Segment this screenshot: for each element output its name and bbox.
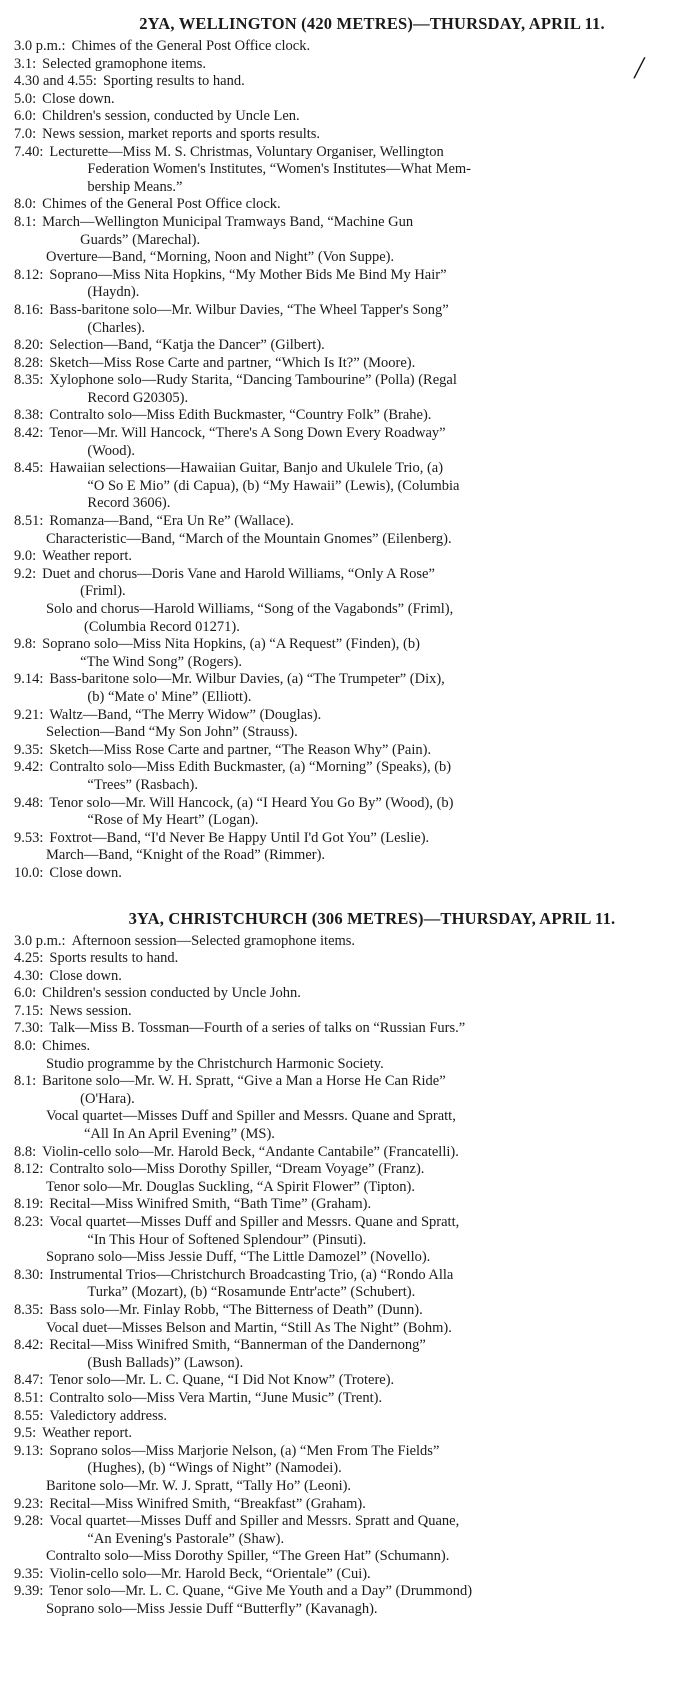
entry-line: Recital—Miss Winifred Smith, “Bath Time” (Graham). bbox=[49, 1196, 372, 1213]
entry-description bbox=[49, 1337, 700, 1372]
ink-mark: ╱ bbox=[634, 58, 645, 79]
entry-line: Close down. bbox=[49, 967, 122, 984]
programme-entry bbox=[14, 1548, 700, 1566]
programme-entry bbox=[14, 1372, 700, 1390]
entry-line: Baritone solo—Mr. W. J. Spratt, “Tally Ho” (Leoni). bbox=[46, 1477, 352, 1494]
entry-description bbox=[49, 1214, 700, 1249]
entry-time: 9.35: bbox=[14, 741, 44, 758]
entry-time: 9.35: bbox=[14, 1565, 44, 1582]
entry-line: Bass solo—Mr. Finlay Robb, “The Bitterness of Death” (Dunn). bbox=[49, 1301, 423, 1318]
entry-line: Duet and chorus—Doris Vane and Harold Williams, “Only A Rose” bbox=[42, 565, 435, 582]
programme-entry bbox=[14, 1496, 700, 1514]
entry-description bbox=[42, 196, 700, 214]
entry-description bbox=[14, 1548, 700, 1566]
entry-line: Soprano solo—Miss Jessie Duff “Butterfly” (Kavanagh). bbox=[46, 1601, 378, 1618]
entry-description bbox=[49, 337, 700, 355]
entry-time: 7.40: bbox=[14, 143, 44, 160]
entry-time: 4.30 and 4.55: bbox=[14, 73, 97, 90]
entry-time: 8.45: bbox=[14, 460, 44, 477]
entry-description bbox=[42, 985, 700, 1003]
entry-continuation-line: (Columbia Record 01271). bbox=[84, 618, 240, 635]
programme-entry bbox=[14, 830, 700, 848]
entry-time: 9.23: bbox=[14, 1495, 44, 1512]
programme-entry bbox=[14, 1249, 700, 1267]
entry-continuation-line: (O'Hara). bbox=[80, 1090, 135, 1107]
entry-description bbox=[42, 108, 700, 126]
entry-line: Children's session conducted by Uncle John. bbox=[42, 985, 301, 1002]
entry-line: Violin-cello solo—Mr. Harold Beck, “Andante Cantabile” (Francatelli). bbox=[42, 1143, 459, 1160]
entry-description bbox=[49, 1003, 700, 1021]
entry-line: Tenor solo—Mr. L. C. Quane, “I Did Not Know” (Trotere). bbox=[49, 1372, 395, 1389]
programme-entry bbox=[14, 707, 700, 725]
entry-line: Tenor solo—Mr. L. C. Quane, “Give Me Youth and a Day” (Drummond) bbox=[49, 1583, 473, 1600]
entry-description bbox=[42, 1144, 700, 1162]
entry-line: Valedictory address. bbox=[49, 1407, 167, 1424]
entry-description bbox=[49, 968, 700, 986]
entry-continuation-line: “Trees” (Rasbach). bbox=[87, 776, 198, 793]
entry-description bbox=[14, 1056, 700, 1074]
entry-continuation-line: Guards” (Marechal). bbox=[80, 231, 201, 248]
entry-time: 4.30: bbox=[14, 967, 44, 984]
programme-entry bbox=[14, 91, 700, 109]
entry-description bbox=[14, 1320, 700, 1338]
programme-entry bbox=[14, 1073, 700, 1108]
entry-description bbox=[49, 513, 700, 531]
programme-entry bbox=[14, 1320, 700, 1338]
entry-line: Contralto solo—Miss Vera Martin, “June Music” (Trent). bbox=[49, 1389, 383, 1406]
entry-description bbox=[49, 1302, 700, 1320]
entry-time: 8.30: bbox=[14, 1266, 44, 1283]
entry-continuation-line: “O So E Mio” (di Capua), (b) “My Hawaii” (Lewis), (Columbia bbox=[87, 477, 460, 494]
entry-line: Hawaiian selections—Hawaiian Guitar, Banjo and Ukulele Trio, (a) bbox=[49, 460, 444, 477]
entry-line: Chimes. bbox=[42, 1038, 91, 1055]
entry-time: 9.28: bbox=[14, 1513, 44, 1530]
entry-line: Lecturette—Miss M. S. Christmas, Voluntary Organiser, Wellington bbox=[49, 143, 444, 160]
entry-line: Soprano solo—Miss Jessie Duff, “The Little Damozel” (Novello). bbox=[46, 1249, 431, 1266]
entry-description bbox=[49, 1496, 700, 1514]
entry-time: 9.53: bbox=[14, 829, 44, 846]
entry-line: Waltz—Band, “The Merry Widow” (Douglas). bbox=[49, 706, 322, 723]
programme-entry bbox=[14, 531, 700, 549]
entry-line: Foxtrot—Band, “I'd Never Be Happy Until I'd Got You” (Leslie). bbox=[49, 829, 430, 846]
programme-entry bbox=[14, 671, 700, 706]
entry-description bbox=[49, 1020, 700, 1038]
entry-line: Tenor solo—Mr. Will Hancock, (a) “I Heard You Go By” (Wood), (b) bbox=[49, 794, 454, 811]
entry-continuation-line: “Rose of My Heart” (Logan). bbox=[87, 812, 259, 829]
entry-line: Recital—Miss Winifred Smith, “Bannerman of the Dandernong” bbox=[49, 1337, 426, 1354]
entry-description bbox=[49, 742, 700, 760]
entry-description bbox=[42, 1073, 700, 1108]
programme-entry bbox=[14, 933, 700, 951]
entry-description bbox=[42, 1038, 700, 1056]
entry-description bbox=[103, 73, 700, 91]
entry-line: Selection—Band “My Son John” (Strauss). bbox=[46, 724, 298, 741]
entry-time: 8.38: bbox=[14, 407, 44, 424]
entry-description bbox=[14, 1108, 700, 1143]
entry-description bbox=[49, 267, 700, 302]
entry-time: 3.0 p.m.: bbox=[14, 932, 66, 949]
entry-continuation-line: Federation Women's Institutes, “Women's Institutes—What Mem- bbox=[87, 161, 471, 178]
christchurch-heading: 3YA, CHRISTCHURCH (306 METRES)—THURSDAY, APRIL 11. bbox=[128, 908, 616, 928]
entry-description bbox=[49, 372, 700, 407]
programme-entry bbox=[14, 1038, 700, 1056]
entry-description bbox=[49, 1513, 700, 1548]
entry-description bbox=[14, 249, 700, 267]
entry-time: 8.20: bbox=[14, 337, 44, 354]
entry-line: Selected gramophone items. bbox=[42, 55, 207, 72]
programme-entry bbox=[14, 126, 700, 144]
entry-line: Contralto solo—Miss Edith Buckmaster, (a) “Morning” (Speaks), (b) bbox=[49, 759, 452, 776]
programme-entry bbox=[14, 1267, 700, 1302]
entry-description bbox=[49, 460, 700, 513]
programme-entry bbox=[14, 355, 700, 373]
entry-description bbox=[49, 1196, 700, 1214]
entry-time: 8.8: bbox=[14, 1143, 37, 1160]
entry-line: Baritone solo—Mr. W. H. Spratt, “Give a Man a Horse He Can Ride” bbox=[42, 1073, 446, 1090]
programme-entry bbox=[14, 865, 700, 883]
entry-time: 8.47: bbox=[14, 1372, 44, 1389]
programme-entry bbox=[14, 1601, 700, 1619]
entry-line: March—Band, “Knight of the Road” (Rimmer). bbox=[46, 847, 326, 864]
entry-time: 8.28: bbox=[14, 354, 44, 371]
entry-description bbox=[49, 1408, 700, 1426]
programme-entry bbox=[14, 566, 700, 601]
programme-entry bbox=[14, 968, 700, 986]
programme-entry bbox=[14, 1020, 700, 1038]
entry-description bbox=[49, 425, 700, 460]
programme-entry bbox=[14, 1161, 700, 1179]
entry-description bbox=[14, 1601, 700, 1619]
entry-line: Vocal quartet—Misses Duff and Spiller and Messrs. Quane and Spratt, bbox=[46, 1108, 456, 1125]
entry-line: Sports results to hand. bbox=[49, 950, 179, 967]
entry-continuation-line: (Hughes), (b) “Wings of Night” (Namodei). bbox=[87, 1460, 342, 1477]
entry-time: 8.51: bbox=[14, 1389, 44, 1406]
entry-line: Vocal quartet—Misses Duff and Spiller and Messrs. Spratt and Quane, bbox=[49, 1513, 460, 1530]
entry-time: 8.42: bbox=[14, 425, 44, 442]
entry-line: Soprano solos—Miss Marjorie Nelson, (a) “Men From The Fields” bbox=[49, 1442, 440, 1459]
entry-line: News session. bbox=[49, 1002, 132, 1019]
entry-continuation-line: (Charles). bbox=[87, 319, 145, 336]
programme-entry bbox=[14, 1566, 700, 1584]
entry-line: Contralto solo—Miss Edith Buckmaster, “Country Folk” (Brahe). bbox=[49, 407, 432, 424]
entry-description bbox=[49, 1372, 700, 1390]
entry-time: 4.25: bbox=[14, 950, 44, 967]
entry-time: 9.5: bbox=[14, 1425, 37, 1442]
entry-description bbox=[49, 1267, 700, 1302]
entry-line: Characteristic—Band, “March of the Mountain Gnomes” (Eilenberg). bbox=[46, 530, 452, 547]
programme-entry bbox=[14, 1003, 700, 1021]
entry-line: Xylophone solo—Rudy Starita, “Dancing Tambourine” (Polla) (Regal bbox=[49, 372, 457, 389]
entry-line: Chimes of the General Post Office clock. bbox=[42, 196, 281, 213]
entry-line: Overture—Band, “Morning, Noon and Night” (Von Suppe). bbox=[46, 249, 395, 266]
entry-continuation-line: bership Means.” bbox=[87, 178, 183, 195]
entry-description bbox=[14, 531, 700, 549]
entry-time: 8.35: bbox=[14, 372, 44, 389]
programme-entry bbox=[14, 742, 700, 760]
entry-line: Romanza—Band, “Era Un Re” (Wallace). bbox=[49, 513, 294, 530]
entry-description bbox=[42, 126, 700, 144]
programme-entry bbox=[14, 56, 700, 74]
programme-entry bbox=[14, 1337, 700, 1372]
entry-description bbox=[49, 1443, 700, 1478]
entry-time: 9.39: bbox=[14, 1583, 44, 1600]
entry-time: 9.0: bbox=[14, 548, 37, 565]
entry-description bbox=[49, 1390, 700, 1408]
entry-description bbox=[42, 56, 700, 74]
entry-description bbox=[49, 759, 700, 794]
programme-entry bbox=[14, 1443, 700, 1478]
programme-entry bbox=[14, 636, 700, 671]
entry-description bbox=[49, 1161, 700, 1179]
programme-entry bbox=[14, 513, 700, 531]
entry-description bbox=[72, 933, 700, 951]
programme-entry bbox=[14, 1513, 700, 1548]
entry-time: 9.21: bbox=[14, 706, 44, 723]
entry-time: 8.12: bbox=[14, 1161, 44, 1178]
entry-description bbox=[42, 548, 700, 566]
entry-continuation-line: “All In An April Evening” (MS). bbox=[84, 1126, 275, 1143]
entry-line: Bass-baritone solo—Mr. Wilbur Davies, (a) “The Trumpeter” (Dix), bbox=[49, 671, 445, 688]
entry-line: Studio programme by the Christchurch Harmonic Society. bbox=[46, 1055, 384, 1072]
entry-line: Vocal duet—Misses Belson and Martin, “Still As The Night” (Bohm). bbox=[46, 1319, 452, 1336]
entry-line: Weather report. bbox=[42, 1425, 132, 1442]
entry-line: Close down. bbox=[49, 864, 122, 881]
programme-entry bbox=[14, 1179, 700, 1197]
programme-entry bbox=[14, 73, 700, 91]
programme-entry bbox=[14, 425, 700, 460]
programme-entry bbox=[14, 724, 700, 742]
entry-line: Solo and chorus—Harold Williams, “Song of the Vagabonds” (Friml), bbox=[46, 601, 454, 617]
programme-entry bbox=[14, 847, 700, 865]
entry-description bbox=[42, 566, 700, 601]
entry-description bbox=[49, 950, 700, 968]
programme-entry bbox=[14, 302, 700, 337]
entry-line: Sketch—Miss Rose Carte and partner, “Which Is It?” (Moore). bbox=[49, 354, 416, 371]
entry-description bbox=[72, 38, 700, 56]
programme-entry bbox=[14, 1302, 700, 1320]
entry-line: Tenor—Mr. Will Hancock, “There's A Song Down Every Roadway” bbox=[49, 425, 446, 442]
entry-description bbox=[49, 1583, 700, 1601]
entry-description bbox=[49, 355, 700, 373]
entry-line: Children's session, conducted by Uncle Len. bbox=[42, 108, 300, 125]
programme-entry bbox=[14, 1583, 700, 1601]
entry-continuation-line: “The Wind Song” (Rogers). bbox=[80, 653, 242, 670]
entry-description bbox=[49, 144, 700, 197]
entry-description bbox=[49, 707, 700, 725]
entry-time: 5.0: bbox=[14, 90, 37, 107]
programme-entry bbox=[14, 108, 700, 126]
entry-line: Contralto solo—Miss Dorothy Spiller, “The Green Hat” (Schumann). bbox=[46, 1548, 450, 1565]
entry-time: 9.13: bbox=[14, 1442, 44, 1459]
programme-entry bbox=[14, 196, 700, 214]
entry-time: 8.1: bbox=[14, 213, 37, 230]
entry-time: 8.1: bbox=[14, 1073, 37, 1090]
entry-time: 7.0: bbox=[14, 125, 37, 142]
programme-entry bbox=[14, 214, 700, 249]
entry-time: 8.0: bbox=[14, 196, 37, 213]
entry-description bbox=[49, 865, 700, 883]
programme-entry bbox=[14, 759, 700, 794]
entry-time: 9.48: bbox=[14, 794, 44, 811]
entry-continuation-line: Record G20305). bbox=[87, 389, 189, 406]
entry-time: 8.0: bbox=[14, 1038, 37, 1055]
entry-description bbox=[42, 636, 700, 671]
entry-line: Sporting results to hand. bbox=[102, 73, 245, 90]
programme-entry bbox=[14, 1056, 700, 1074]
entry-description bbox=[14, 1249, 700, 1267]
programme-entry bbox=[14, 267, 700, 302]
entry-description bbox=[49, 795, 700, 830]
entry-description bbox=[49, 302, 700, 337]
entry-description bbox=[49, 671, 700, 706]
entry-line: Close down. bbox=[42, 90, 115, 107]
entry-description bbox=[49, 1566, 700, 1584]
entry-time: 6.0: bbox=[14, 985, 37, 1002]
entry-time: 8.42: bbox=[14, 1337, 44, 1354]
section-gap bbox=[14, 883, 700, 909]
entry-time: 8.19: bbox=[14, 1196, 44, 1213]
entry-continuation-line: “In This Hour of Softened Splendour” (Pinsuti). bbox=[87, 1231, 367, 1248]
entry-description bbox=[42, 91, 700, 109]
programme-entry bbox=[14, 601, 700, 636]
entry-time: 9.8: bbox=[14, 636, 37, 653]
entry-line: Violin-cello solo—Mr. Harold Beck, “Orientale” (Cui). bbox=[49, 1565, 371, 1582]
entry-line: March—Wellington Municipal Tramways Band, “Machine Gun bbox=[42, 213, 414, 230]
entry-description bbox=[42, 214, 700, 249]
programme-entry bbox=[14, 249, 700, 267]
entry-line: Sketch—Miss Rose Carte and partner, “The Reason Why” (Pain). bbox=[49, 741, 432, 758]
entry-description bbox=[49, 407, 700, 425]
entry-time: 10.0: bbox=[14, 864, 44, 881]
entry-line: Bass-baritone solo—Mr. Wilbur Davies, “The Wheel Tapper's Song” bbox=[49, 301, 449, 318]
entry-time: 3.0 p.m.: bbox=[14, 38, 66, 54]
entry-time: 8.23: bbox=[14, 1214, 44, 1230]
entry-continuation-line: (Bush Ballads)” (Lawson). bbox=[87, 1354, 244, 1371]
entry-time: 8.51: bbox=[14, 513, 44, 530]
entry-line: Afternoon session—Selected gramophone items. bbox=[71, 932, 356, 949]
entry-continuation-line: (Friml). bbox=[80, 583, 126, 600]
entry-description bbox=[42, 1425, 700, 1443]
programme-entry bbox=[14, 1196, 700, 1214]
wellington-programme bbox=[14, 38, 700, 883]
entry-line: Soprano solo—Miss Nita Hopkins, (a) “A Request” (Finden), (b) bbox=[42, 636, 420, 653]
entry-line: Contralto solo—Miss Dorothy Spiller, “Dream Voyage” (Franz). bbox=[49, 1161, 425, 1178]
programme-entry bbox=[14, 1425, 700, 1443]
entry-line: Vocal quartet—Misses Duff and Spiller and Messrs. Quane and Spratt, bbox=[49, 1214, 460, 1230]
entry-line: Weather report. bbox=[42, 548, 132, 565]
programme-entry bbox=[14, 1390, 700, 1408]
christchurch-section bbox=[14, 909, 700, 1619]
entry-time: 8.35: bbox=[14, 1301, 44, 1318]
programme-entry bbox=[14, 407, 700, 425]
programme-entry bbox=[14, 1144, 700, 1162]
entry-time: 9.2: bbox=[14, 565, 37, 582]
entry-description bbox=[14, 847, 700, 865]
entry-time: 7.30: bbox=[14, 1020, 44, 1037]
entry-line: Selection—Band, “Katja the Dancer” (Gilbert). bbox=[49, 337, 325, 354]
entry-description bbox=[14, 1179, 700, 1197]
entry-description bbox=[14, 1478, 700, 1496]
programme-entry bbox=[14, 548, 700, 566]
entry-description bbox=[14, 724, 700, 742]
programme-entry bbox=[14, 38, 700, 56]
programme-entry bbox=[14, 985, 700, 1003]
programme-entry bbox=[14, 1108, 700, 1143]
programme-entry bbox=[14, 1214, 700, 1249]
entry-description bbox=[14, 601, 700, 636]
entry-time: 8.55: bbox=[14, 1407, 44, 1424]
programme-entry bbox=[14, 144, 700, 197]
wellington-heading: 2YA, WELLINGTON (420 METRES)—THURSDAY, APRIL 11. bbox=[139, 14, 605, 33]
entry-time: 8.12: bbox=[14, 266, 44, 283]
entry-time: 7.15: bbox=[14, 1002, 44, 1019]
entry-line: Instrumental Trios—Christchurch Broadcasting Trio, (a) “Rondo Alla bbox=[49, 1266, 454, 1283]
entry-time: 6.0: bbox=[14, 108, 37, 125]
programme-entry bbox=[14, 950, 700, 968]
entry-line: News session, market reports and sports results. bbox=[42, 125, 321, 142]
programme-entry bbox=[14, 1478, 700, 1496]
entry-continuation-line: (b) “Mate o' Mine” (Elliott). bbox=[87, 688, 252, 705]
programme-entry bbox=[14, 337, 700, 355]
programme-entry bbox=[14, 372, 700, 407]
christchurch-programme bbox=[14, 933, 700, 1619]
entry-line: Recital—Miss Winifred Smith, “Breakfast” (Graham). bbox=[49, 1495, 366, 1512]
entry-continuation-line: “An Evening's Pastorale” (Shaw). bbox=[87, 1530, 285, 1547]
entry-continuation-line: (Haydn). bbox=[87, 284, 140, 301]
programme-entry bbox=[14, 795, 700, 830]
programme-entry bbox=[14, 1408, 700, 1426]
entry-time: 3.1: bbox=[14, 55, 37, 72]
entry-time: 9.42: bbox=[14, 759, 44, 776]
entry-line: Talk—Miss B. Tossman—Fourth of a series of talks on “Russian Furs.” bbox=[49, 1020, 466, 1037]
entry-continuation-line: Record 3606). bbox=[87, 495, 171, 512]
entry-description bbox=[49, 830, 700, 848]
entry-continuation-line: Turka” (Mozart), (b) “Rosamunde Entr'acte” (Schubert). bbox=[87, 1284, 416, 1301]
entry-line: Chimes of the General Post Office clock. bbox=[71, 38, 311, 54]
programme-entry bbox=[14, 460, 700, 513]
entry-time: 8.16: bbox=[14, 301, 44, 318]
entry-line: Soprano—Miss Nita Hopkins, “My Mother Bids Me Bind My Hair” bbox=[49, 266, 447, 283]
entry-continuation-line: (Wood). bbox=[87, 442, 135, 459]
wellington-section bbox=[14, 14, 700, 883]
entry-time: 9.14: bbox=[14, 671, 44, 688]
entry-line: Tenor solo—Mr. Douglas Suckling, “A Spirit Flower” (Tipton). bbox=[46, 1178, 415, 1195]
